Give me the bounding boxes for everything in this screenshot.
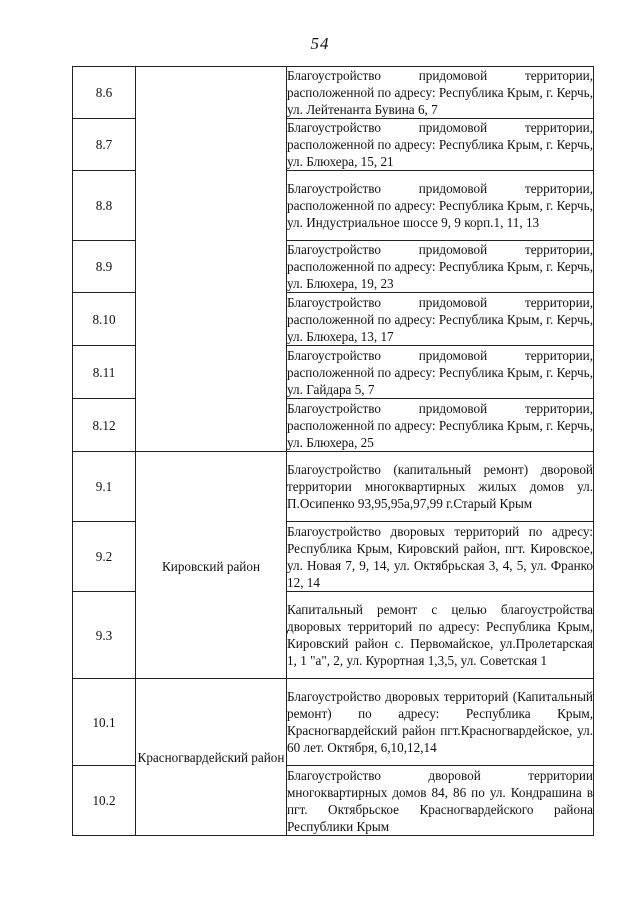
district-label: Кировский район [161,558,261,574]
row-description: Благоустройство придомовой территории, расположенной по адресу: Республика Крым, г. Керчь, ул. Лейтенанта Бувина 6, 7 [287,68,593,117]
projects-table [72,66,594,836]
row-number: 8.12 [73,399,136,452]
row-description: Благоустройство придомовой территории, расположенной по адресу: Республика Крым, г. Керчь, ул. Блюхера, 25 [287,400,593,450]
district-cell-kerch [136,67,287,452]
row-description: Благоустройство придомовой территории, расположенной по адресу: Республика Крым, г. Керчь, ул. Блюхера, 19, 23 [287,242,593,291]
district-cell-kirovsky [136,452,287,679]
page-number: 54 [310,34,330,53]
district-cell-krasnogvardeysky [136,679,287,836]
row-description: Благоустройство (капитальный ремонт) дворовой территории многоквартирных жилых домов ул. П.Осипенко 93,95,95а,97,99 г.Старый Крым [287,452,594,522]
table-row [73,67,594,119]
row-description: Благоустройство дворовой территории многоквартирных домов 84, 86 по ул. Кондрашина в пгт. Октябрьское Красногвардейского района Республики Крым [287,767,593,834]
row-description: Благоустройство дворовых территорий (Капитальный ремонт) по адресу: Республика Крым, Красногвардейский район пгт.Красногвардейское, ул. 60 лет. Октября, 6,10,12,14 [287,679,594,766]
row-number: 8.10 [73,293,136,346]
row-number: 9.2 [73,522,136,592]
row-number: 8.6 [73,67,136,119]
row-description: Капитальный ремонт с целью благоустройства дворовых территорий по адресу: Республика Крым, Кировский район с. Первомайское, ул.Пролетарская 1, 1 "а", 2, ул. Курортная 1,3,5, ул. Советская 1 [287,592,594,679]
row-number: 8.9 [73,241,136,293]
row-description: Благоустройство дворовых территорий по адресу: Республика Крым, Кировский район, пгт. Кировское, ул. Новая 7, 9, 14, ул. Октябрьская 3, 4, 5, ул. Франко 12, 14 [287,523,593,590]
row-number: 9.1 [73,452,136,522]
row-description: Благоустройство придомовой территории, расположенной по адресу: Республика Крым, г. Керчь, ул. Блюхера, 13, 17 [287,294,593,344]
district-label: Красногвардейский район [137,749,285,765]
row-number: 10.1 [73,679,136,766]
row-description: Благоустройство придомовой территории, расположенной по адресу: Республика Крым, г. Керчь, ул. Блюхера, 15, 21 [287,120,593,169]
table-row [73,679,594,766]
row-number: 8.7 [73,119,136,171]
table-row [73,452,594,522]
row-description: Благоустройство придомовой территории, расположенной по адресу: Республика Крым, г. Керчь, ул. Гайдара 5, 7 [287,347,593,397]
row-number: 8.11 [73,346,136,399]
row-number: 9.3 [73,592,136,679]
row-number: 8.8 [73,171,136,241]
row-number: 10.2 [73,766,136,836]
row-description: Благоустройство придомовой территории, расположенной по адресу: Республика Крым, г. Керчь, ул. Индустриальное шоссе 9, 9 корп.1, 11, 13 [287,171,594,241]
